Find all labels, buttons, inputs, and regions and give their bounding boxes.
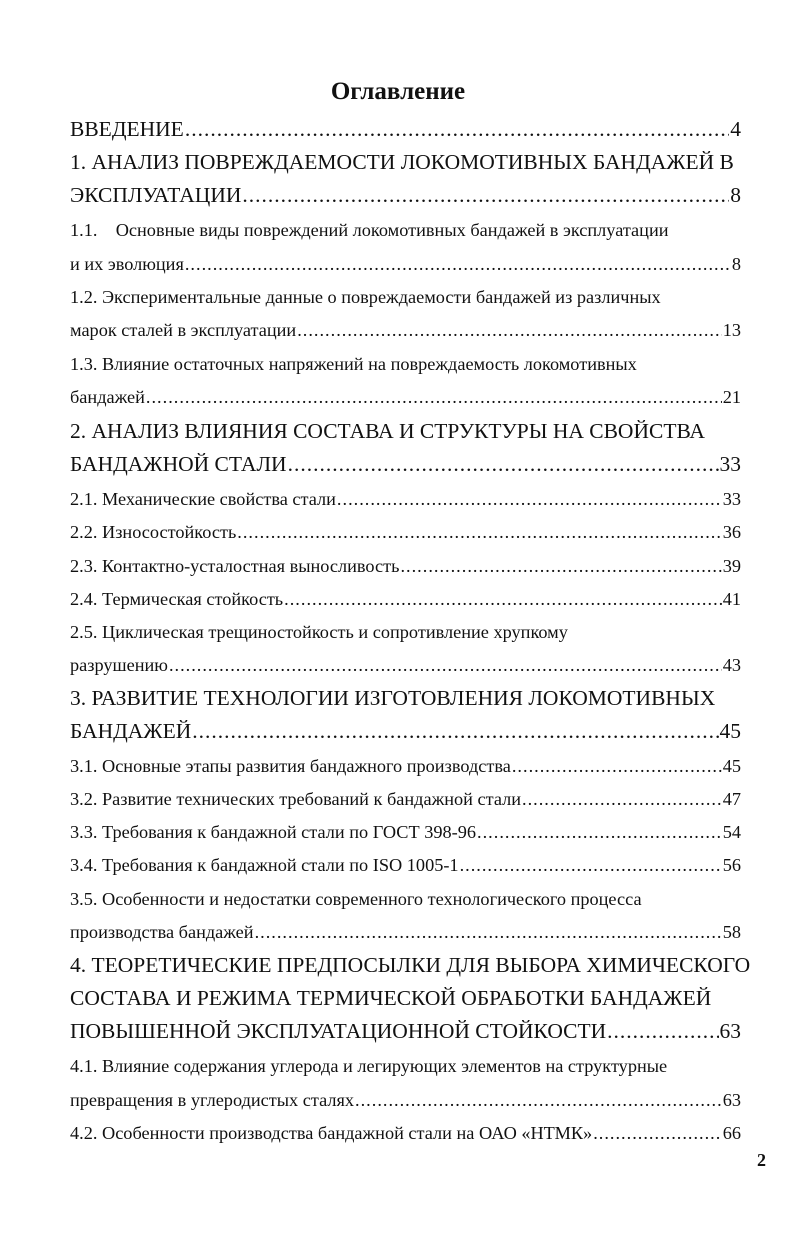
toc-entry-title: марок сталей в эксплуатации: [70, 320, 297, 340]
toc-entry-4-1[interactable]: [70, 1056, 741, 1077]
toc-entry-2-4[interactable]: [70, 589, 741, 610]
toc-page-number: 58: [722, 922, 741, 942]
toc-entry-3-4[interactable]: [70, 855, 741, 876]
toc-page-number: 56: [722, 855, 741, 875]
toc-page-number: 45: [719, 719, 741, 743]
toc-entry-title: 2.3. Контактно-усталостная выносливость: [70, 556, 400, 576]
dot-leader: [477, 822, 722, 843]
toc-entry-title: 1.1. Основные виды повреждений локомотивных бандажей в эксплуатации: [70, 220, 669, 240]
toc-page-number: 4: [730, 117, 741, 141]
toc-page-number: 21: [722, 387, 741, 407]
dot-leader: [237, 522, 721, 543]
toc-entry-title: СОСТАВА И РЕЖИМА ТЕРМИЧЕСКОЙ ОБРАБОТКИ БАНДАЖЕЙ: [70, 986, 712, 1010]
dot-leader: [255, 922, 722, 943]
toc-entry-1-1-cont[interactable]: [70, 254, 741, 275]
toc-entry-title: 2.2. Износостойкость: [70, 522, 237, 542]
toc-entry-2-1[interactable]: [70, 489, 741, 510]
toc-entry-title: разрушению: [70, 655, 168, 675]
toc-entry-title: 3. РАЗВИТИЕ ТЕХНОЛОГИИ ИЗГОТОВЛЕНИЯ ЛОКОМОТИВНЫХ: [70, 686, 716, 710]
dot-leader: [355, 1090, 722, 1111]
toc-entry-2-3[interactable]: [70, 556, 741, 577]
dot-leader: [185, 117, 729, 142]
dot-leader: [593, 1123, 722, 1144]
dot-leader: [284, 589, 722, 610]
toc-entry-title: 1.2. Экспериментальные данные о повреждаемости бандажей из различных: [70, 287, 661, 307]
dot-leader: [169, 655, 722, 676]
toc-page-number: 13: [722, 320, 741, 340]
dot-leader: [522, 789, 722, 810]
toc-entry-chapter-3[interactable]: [70, 686, 741, 711]
toc-entry-title: 3.4. Требования к бандажной стали по ISO 1005-1: [70, 855, 459, 875]
toc-entry-1-3[interactable]: [70, 354, 741, 375]
toc-entry-3-1[interactable]: [70, 756, 741, 777]
toc-page-number: 47: [722, 789, 741, 809]
toc-entry-title: ПОВЫШЕННОЙ ЭКСПЛУАТАЦИОННОЙ СТОЙКОСТИ: [70, 1019, 607, 1043]
dot-leader: [185, 254, 731, 275]
dot-leader: [400, 556, 721, 577]
toc-page-number: 63: [722, 1090, 741, 1110]
toc-entry-title: 4.1. Влияние содержания углерода и легирующих элементов на структурные: [70, 1056, 668, 1076]
toc-page-number: 45: [722, 756, 741, 776]
toc-entry-title: 4.2. Особенности производства бандажной стали на ОАО «НТМК»: [70, 1123, 593, 1143]
toc-entry-3-5[interactable]: [70, 889, 741, 910]
toc-entry-1-1[interactable]: [70, 220, 741, 241]
toc-entry-title: 2.4. Термическая стойкость: [70, 589, 284, 609]
toc-entry-title: 3.1. Основные этапы развития бандажного производства: [70, 756, 511, 776]
dot-leader: [146, 387, 722, 408]
toc-entry-title: производства бандажей: [70, 922, 254, 942]
toc-entry-2-2[interactable]: [70, 522, 741, 543]
toc-entry-1-2-cont[interactable]: [70, 320, 741, 341]
toc-entry-title: 2.5. Циклическая трещиностойкость и сопротивление хрупкому: [70, 622, 568, 642]
toc-entry-chapter-2[interactable]: [70, 419, 741, 444]
toc-entry-4-1-cont[interactable]: [70, 1090, 741, 1111]
toc-entry-2-5-cont[interactable]: [70, 655, 741, 676]
toc-page-number: 66: [722, 1123, 741, 1143]
toc-entry-introduction[interactable]: [70, 117, 741, 142]
toc-entry-1-3-cont[interactable]: [70, 387, 741, 408]
dot-leader: [288, 452, 719, 477]
toc-page-number: 39: [722, 556, 741, 576]
toc-page-number: 8: [731, 254, 741, 274]
toc-entry-title: 1. АНАЛИЗ ПОВРЕЖДАЕМОСТИ ЛОКОМОТИВНЫХ БАНДАЖЕЙ В: [70, 150, 734, 174]
toc-entry-title: ВВЕДЕНИЕ: [70, 117, 184, 141]
toc-entry-2-5[interactable]: [70, 622, 741, 643]
toc-entry-title: и их эволюция: [70, 254, 184, 274]
dot-leader: [512, 756, 722, 777]
toc-entry-chapter-4[interactable]: [70, 953, 751, 978]
toc-page-number: 54: [722, 822, 741, 842]
toc-entry-title: БАНДАЖЕЙ: [70, 719, 192, 743]
toc-entry-title: БАНДАЖНОЙ СТАЛИ: [70, 452, 287, 476]
toc-entry-3-2[interactable]: [70, 789, 741, 810]
toc-entry-title: 2. АНАЛИЗ ВЛИЯНИЯ СОСТАВА И СТРУКТУРЫ НА СВОЙСТВА: [70, 419, 705, 443]
toc-page-number: 8: [730, 183, 741, 207]
dot-leader: [192, 719, 718, 744]
toc-entry-chapter-3-cont[interactable]: [70, 719, 741, 744]
toc-entry-chapter-4-cont[interactable]: [70, 986, 741, 1011]
toc-entry-title: превращения в углеродистых сталях: [70, 1090, 355, 1110]
dot-leader: [297, 320, 722, 341]
toc-entry-chapter-1[interactable]: [70, 150, 741, 175]
dot-leader: [607, 1019, 718, 1044]
toc-entry-title: 3.5. Особенности и недостатки современного технологического процесса: [70, 889, 642, 909]
toc-page-number: 41: [722, 589, 741, 609]
toc-entry-title: ЭКСПЛУАТАЦИИ: [70, 183, 242, 207]
toc-entry-1-2[interactable]: [70, 287, 741, 308]
toc-entry-chapter-4-cont2[interactable]: [70, 1019, 741, 1044]
toc-page-number: 43: [722, 655, 741, 675]
dot-leader: [337, 489, 722, 510]
toc-entry-3-5-cont[interactable]: [70, 922, 741, 943]
toc-entry-3-3[interactable]: [70, 822, 741, 843]
page-title: Оглавление: [330, 78, 466, 105]
toc-entry-chapter-2-cont[interactable]: [70, 452, 741, 477]
dot-leader: [460, 855, 722, 876]
toc-page-number: 63: [719, 1019, 741, 1043]
toc-entry-title: 4. ТЕОРЕТИЧЕСКИЕ ПРЕДПОСЫЛКИ ДЛЯ ВЫБОРА ХИМИЧЕСКОГО: [70, 953, 751, 977]
toc-entry-4-2[interactable]: [70, 1123, 741, 1144]
toc-entry-title: бандажей: [70, 387, 145, 407]
toc-page-number: 33: [722, 489, 741, 509]
toc-page-number: 33: [719, 452, 741, 476]
toc-entry-title: 1.3. Влияние остаточных напряжений на повреждаемость локомотивных: [70, 354, 637, 374]
toc-entry-title: 3.3. Требования к бандажной стали по ГОСТ 398-96: [70, 822, 477, 842]
toc-entry-chapter-1-cont[interactable]: [70, 183, 741, 208]
toc-entry-title: 3.2. Развитие технических требований к бандажной стали: [70, 789, 522, 809]
toc-page-number: 36: [722, 522, 741, 542]
toc-entry-title: 2.1. Механические свойства стали: [70, 489, 336, 509]
dot-leader: [242, 183, 729, 208]
page-number: 2: [757, 1150, 766, 1170]
